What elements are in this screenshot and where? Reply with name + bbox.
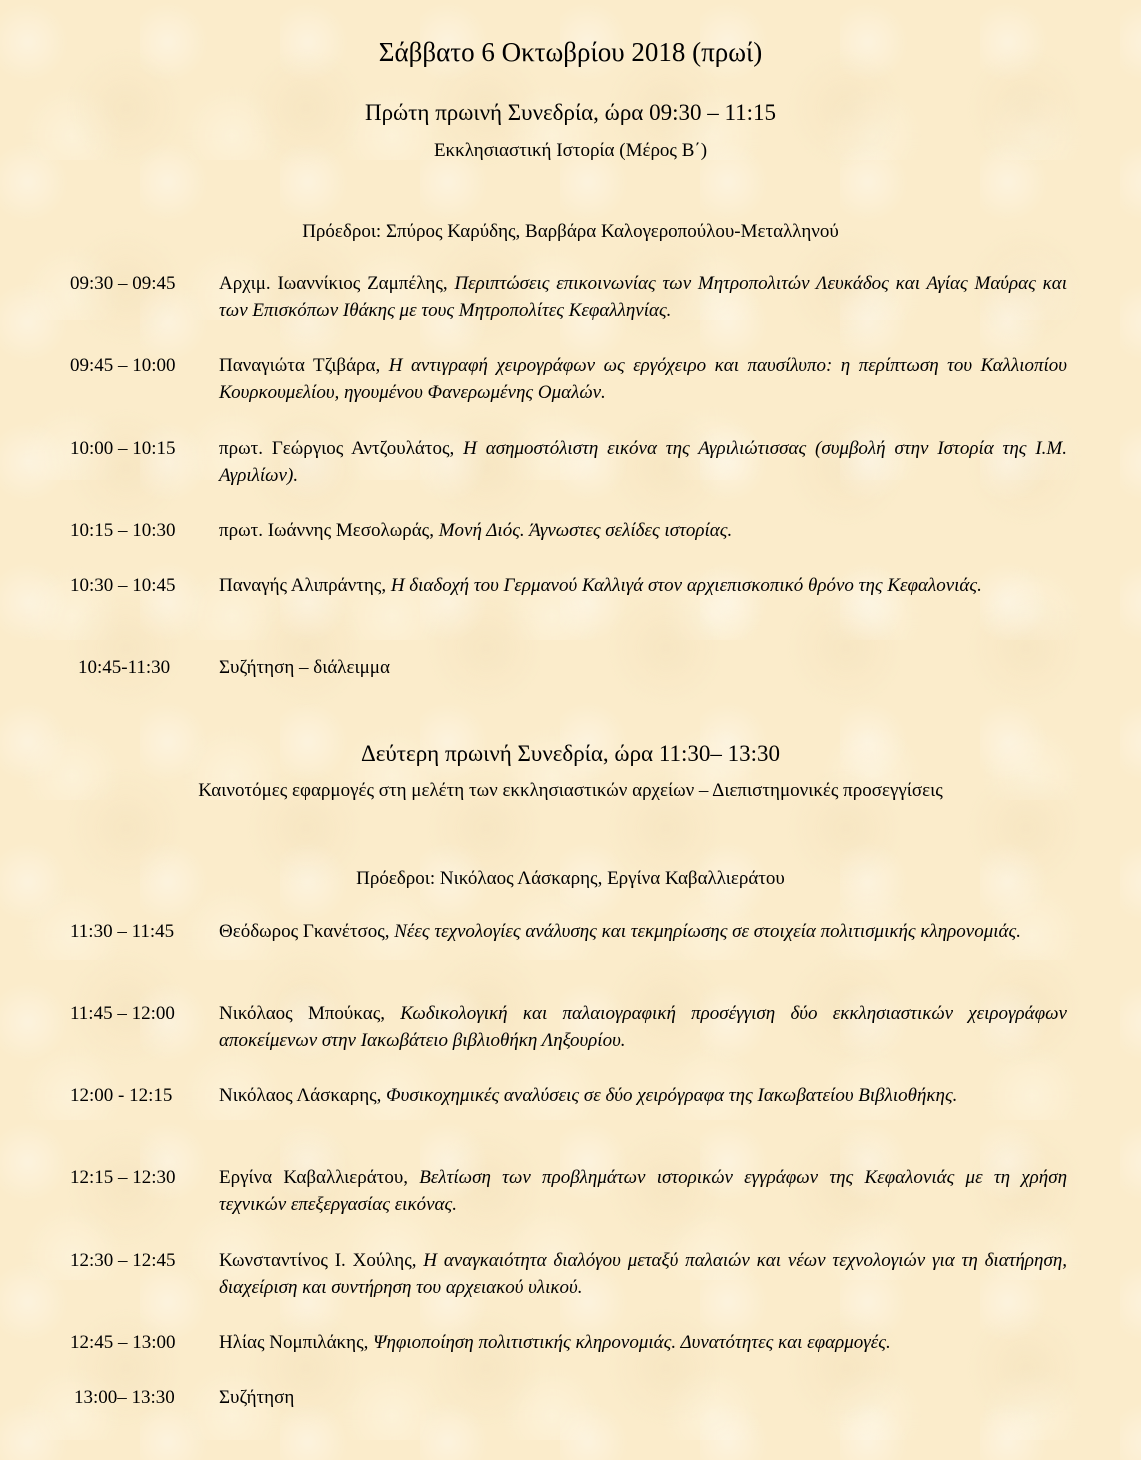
talk-description [219, 270, 1067, 324]
talk-description [219, 1384, 1067, 1411]
talk-description [219, 352, 1067, 406]
talk-speaker: Συζήτηση [219, 1387, 295, 1408]
talk-time: 12:15 – 12:30 [70, 1167, 176, 1188]
talk-title: Η ασημοστόλιστη εικόνα της Αγριλιώτισσας (συμβολή στην Ιστορία της Ι.Μ. Αγριλίων). [219, 438, 1067, 486]
talk-title: Περιπτώσεις επικοινωνίας των Μητροπολιτών Λευκάδος και Αγίας Μαύρας και των Επισκόπων Ιθάκης με τους Μητροπολίτες Κεφαλληνίας. [219, 273, 1067, 321]
talk-title: Κωδικολογική και παλαιογραφική προσέγγιση δύο εκκλησιαστικών χειρογράφων αποκείμενων στην Ιακωβάτειο βιβλιοθήκη Ληξουρίου. [219, 1003, 1067, 1051]
talk-speaker: Νικόλαος Μπούκας [219, 1003, 381, 1024]
talk-description [219, 654, 1067, 681]
talk-time: 09:45 – 10:00 [70, 355, 176, 376]
talk-separator: , [376, 1085, 387, 1106]
talk-time: 12:30 – 12:45 [70, 1250, 176, 1271]
talk-description [219, 1000, 1067, 1054]
talk-separator: , [429, 520, 439, 541]
talk-separator: , [375, 355, 389, 376]
talk-speaker: Κωνσταντίνος Ι. Χούλης [219, 1250, 412, 1271]
talk-time: 10:15 – 10:30 [70, 520, 176, 541]
talk-speaker: Θεόδωρος Γκανέτσος [219, 921, 385, 942]
talk-time: 12:45 – 13:00 [70, 1332, 176, 1353]
talk-title: Φυσικοχημικές αναλύσεις σε δύο χειρόγραφα της Ιακωβατείου Βιβλιοθήκης. [386, 1085, 958, 1106]
talk-time: 12:00 - 12:15 [70, 1085, 173, 1106]
talk-description [219, 1082, 1067, 1109]
talk-time: 10:00 – 10:15 [70, 438, 176, 459]
session-2-chairs: Πρόεδροι: Νικόλαος Λάσκαρης, Εργίνα Καβαλλιεράτου [356, 868, 785, 889]
talk-title: Βελτίωση των προβλημάτων ιστορικών εγγράφων της Κεφαλονιάς με τη χρήση τεχνικών επεξεργασίας εικόνας. [219, 1167, 1068, 1215]
talk-time: 10:30 – 10:45 [70, 575, 176, 596]
talk-time: 09:30 – 09:45 [70, 273, 176, 294]
session-2-title: Δεύτερη πρωινή Συνεδρία, ώρα 11:30– 13:30 [360, 741, 781, 766]
talk-time: 11:30 – 11:45 [70, 921, 175, 942]
session-1-subtitle: Εκκλησιαστική Ιστορία (Μέρος Β΄) [433, 140, 708, 161]
talk-description [219, 517, 1067, 544]
talk-speaker: Συζήτηση – διάλειμμα [219, 657, 390, 678]
talk-speaker: Ηλίας Νομπιλάκης, [219, 1332, 369, 1353]
talk-separator: , [380, 1003, 401, 1024]
talk-description [219, 1329, 1067, 1356]
talk-separator [454, 438, 463, 459]
session-2-subtitle: Καινοτόμες εφαρμογές στη μελέτη των εκκλησιαστικών αρχείων – Διεπιστημονικές προσεγγίσεις [198, 780, 943, 801]
talk-description [219, 572, 1067, 599]
talk-speaker: Αρχιμ. Ιωαννίκιος Ζαμπέλης [219, 273, 443, 294]
session-1-chairs: Πρόεδροι: Σπύρος Καρύδης, Βαρβάρα Καλογεροπούλου-Μεταλληνού [302, 221, 839, 242]
talk-separator [408, 1167, 419, 1188]
day-title: Σάββατο 6 Οκτωβρίου 2018 (πρωί) [378, 37, 763, 67]
talk-description [219, 435, 1067, 489]
talk-separator: , [411, 1250, 424, 1271]
talk-speaker: πρωτ. Γεώργιος Αντζουλάτος, [219, 438, 455, 459]
talk-description [219, 1247, 1067, 1301]
talk-title: Νέες τεχνολογίες ανάλυσης και τεκμηρίωσης σε στοιχεία πολιτισμικής κληρονομιάς. [394, 921, 1021, 942]
talk-time: 13:00– 13:30 [74, 1387, 175, 1408]
talk-time: 10:45-11:30 [78, 657, 171, 678]
talk-separator: , [384, 921, 395, 942]
talk-speaker: Εργίνα Καβαλλιεράτου, [219, 1167, 409, 1188]
talk-speaker: Παναγής Αλιπράντης [219, 575, 382, 596]
talk-time: 11:45 – 12:00 [70, 1003, 175, 1024]
talk-title: Η διαδοχή του Γερμανού Καλλιγά στον αρχιεπισκοπικό θρόνο της Κεφαλονιάς. [390, 575, 982, 596]
talk-description [219, 918, 1067, 945]
talk-speaker: Νικόλαος Λάσκαρης [219, 1085, 377, 1106]
talk-title: Ψηφιοποίηση πολιτιστικής κληρονομιάς. Δυνατότητες και εφαρμογές. [373, 1332, 891, 1353]
talk-description [219, 1164, 1067, 1218]
talk-speaker: πρωτ. Ιωάννης Μεσολωράς [219, 520, 430, 541]
talk-separator: , [442, 273, 455, 294]
talk-separator: , [381, 575, 391, 596]
talk-title: Η αναγκαιότητα διαλόγου μεταξύ παλαιών και νέων τεχνολογιών για τη διατήρηση, διαχείριση και συντήρηση του αρχειακού υλικού. [219, 1250, 1067, 1298]
talk-speaker: Παναγιώτα Τζιβάρα [219, 355, 376, 376]
session-1-title: Πρώτη πρωινή Συνεδρία, ώρα 09:30 – 11:15 [364, 100, 777, 125]
talk-title: Μονή Διός. Άγνωστες σελίδες ιστορίας. [438, 520, 733, 541]
talk-title: Η αντιγραφή χειρογράφων ως εργόχειρο και παυσίλυπο: η περίπτωση του Καλλιοπίου Κουρκουμελίου, ηγουμένου Φανερωμένης Ομαλών. [219, 355, 1067, 403]
